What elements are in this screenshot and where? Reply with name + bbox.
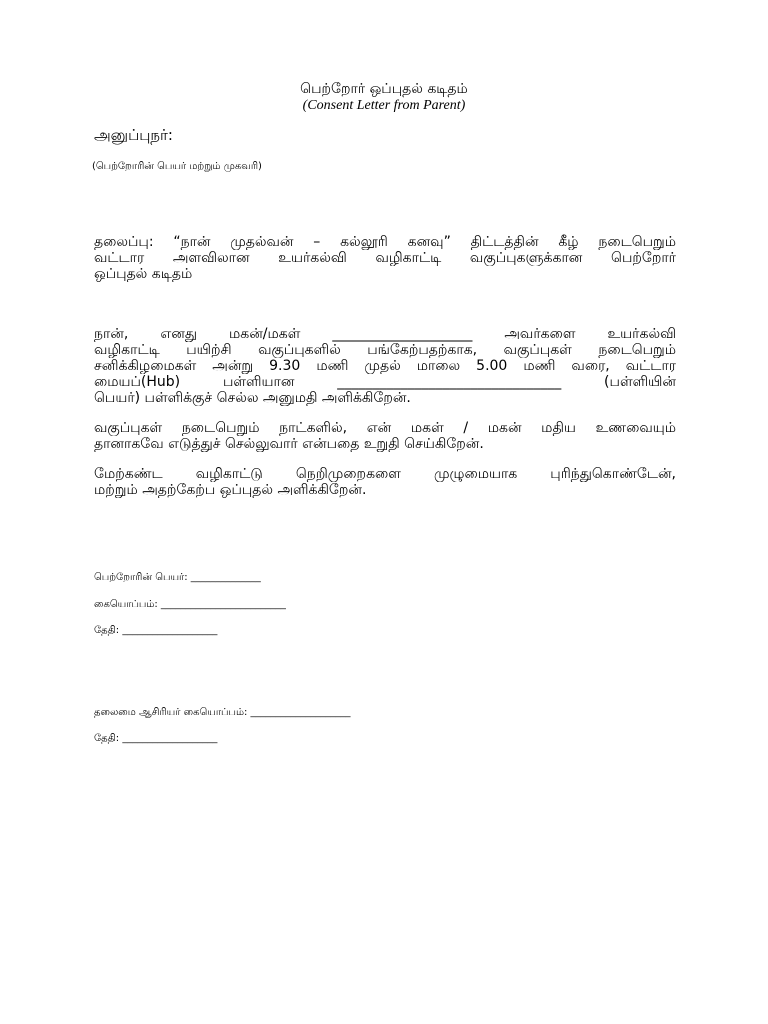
paragraph-line: சனிக்கிழமைகள் அன்று 9.30 மணி முதல் மாலை 5.00 மணி வரை, வட்டார xyxy=(94,358,676,374)
paragraph-line: பெயர்) பள்ளிக்குச் செல்ல அனுமதி அளிக்கிறேன். xyxy=(94,390,411,406)
paragraph-line: தானாகவே எடுத்துச் செல்லுவார் என்பதை உறுதி செய்கிறேன். xyxy=(94,436,484,452)
subject-line: தலைப்பு: “நான் முதல்வன் – கல்லூரி கனவு” திட்டத்தின் கீழ் நடைபெறும் xyxy=(94,234,676,250)
subject-line: வட்டார அளவிலான உயர்கல்வி வழிகாட்டி வகுப்புகளுக்கான பெற்றோர் xyxy=(94,250,676,266)
parent-date-field: தேதி: ___________________ xyxy=(94,625,218,636)
agreement-paragraph xyxy=(94,466,676,498)
headmaster-signature-field: தலைமை ஆசிரியர் கையொப்பம்: ____________________ xyxy=(94,707,351,718)
paragraph-line: வகுப்புகள் நடைபெறும் நாட்களில், என் மகள் / மகன் மதிய உணவையும் xyxy=(94,420,676,436)
lunch-paragraph xyxy=(94,420,676,452)
letter-subtitle: (Consent Letter from Parent) xyxy=(302,98,466,113)
letter-title: பெற்றோர் ஒப்புதல் கடிதம் xyxy=(300,81,468,97)
subject-line: ஒப்புதல் கடிதம் xyxy=(94,266,193,282)
headmaster-date-field: தேதி: ___________________ xyxy=(94,733,218,744)
subject-paragraph xyxy=(94,234,676,282)
paragraph-line: வழிகாட்டி பயிற்சி வகுப்புகளில் பங்கேற்பதற்காக, வகுப்புகள் நடைபெறும் xyxy=(94,342,676,358)
parent-signature-field: கையொப்பம்: _________________________ xyxy=(94,599,286,610)
paragraph-line: மேற்கண்ட வழிகாட்டு நெறிமுறைகளை முழுமையாக புரிந்துகொண்டேன், xyxy=(94,466,676,482)
sender-label: அனுப்புநர்: xyxy=(94,126,173,144)
paragraph-line: மையப்(Hub) பள்ளியான ________________________________ (பள்ளியின் xyxy=(94,374,676,390)
sender-details-note: (பெற்றோரின் பெயர் மற்றும் முகவரி) xyxy=(92,161,262,172)
consent-paragraph xyxy=(94,326,676,406)
paragraph-line: நான், எனது மகன்/மகள் ____________________ அவர்களை உயர்கல்வி xyxy=(94,326,676,342)
paragraph-line: மற்றும் அதற்கேற்ப ஒப்புதல் அளிக்கிறேன். xyxy=(94,482,367,498)
parent-name-field: பெற்றோரின் பெயர்: ______________ xyxy=(94,572,261,583)
